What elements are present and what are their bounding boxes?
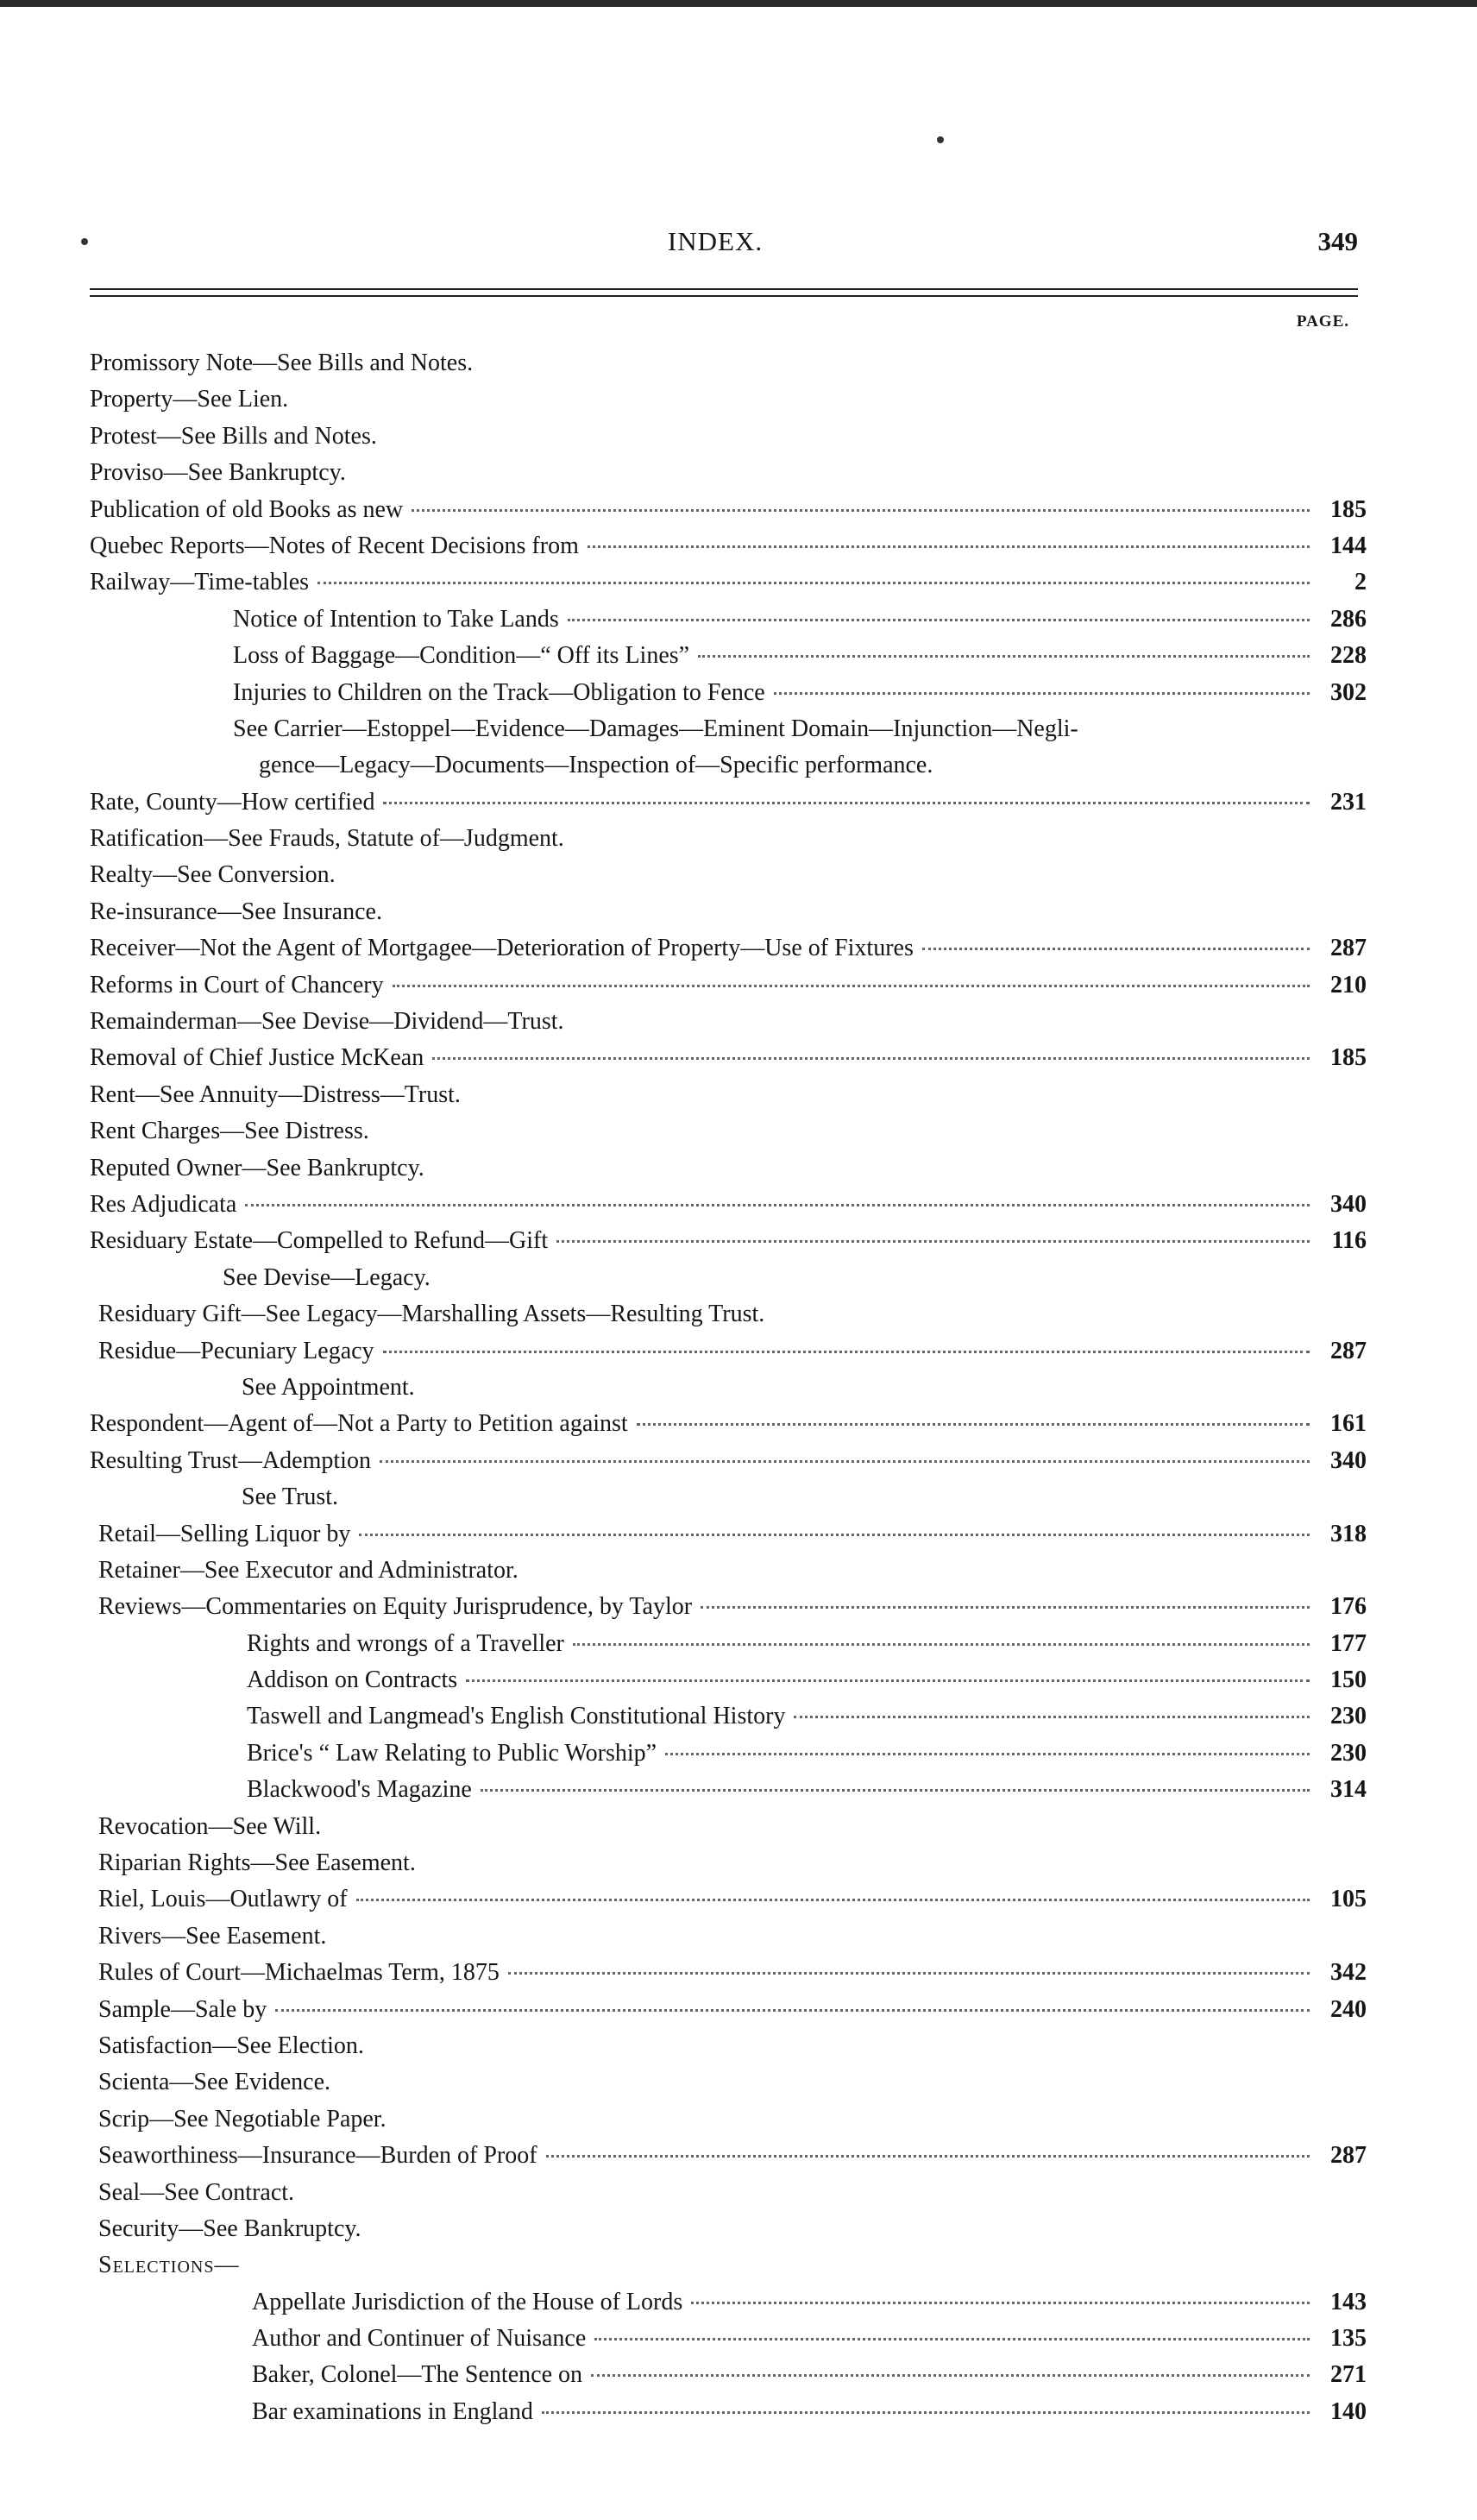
entry-text: Rent Charges—See Distress. [90, 1113, 374, 1150]
index-entry [90, 1223, 1367, 1259]
index-subentry [90, 2321, 1367, 2357]
leader-dots [588, 545, 1310, 548]
index-entry [90, 1040, 1367, 1076]
index-entry [90, 1113, 1367, 1150]
entry-text: Selections— [98, 2247, 244, 2284]
entry-page: 116 [1331, 1227, 1367, 1255]
index-entry [90, 1845, 1367, 1881]
entry-text: Rent—See Annuity—Distress—Trust. [90, 1077, 466, 1113]
index-entry [90, 894, 1367, 930]
leader-dots [356, 1898, 1310, 1901]
entry-text: Residuary Gift—See Legacy—Marshalling Assets—Resulting Trust. [98, 1296, 770, 1332]
entry-text: Residue—Pecuniary Legacy [98, 1333, 380, 1370]
leader-dots [432, 1056, 1310, 1060]
index-entry [90, 2028, 1367, 2064]
entry-page: 286 [1330, 605, 1367, 633]
entry-text: Riparian Rights—See Easement. [98, 1845, 421, 1881]
leader-dots [466, 1679, 1310, 1682]
entry-text: Loss of Baggage—Condition—“ Off its Lines” [233, 638, 695, 674]
leader-dots [317, 581, 1310, 584]
entry-text: Retainer—See Executor and Administrator. [98, 1553, 524, 1589]
index-entry [90, 1516, 1367, 1553]
entry-text: Author and Continuer of Nuisance [252, 2321, 591, 2357]
index-subentry [90, 2357, 1367, 2393]
entry-text: Realty—See Conversion. [90, 857, 341, 893]
entry-page: 314 [1330, 1776, 1367, 1804]
leader-dots [794, 1715, 1310, 1718]
entry-page: 318 [1330, 1520, 1367, 1547]
page-column-label: PAGE. [1296, 312, 1349, 331]
entry-text: Baker, Colonel—The Sentence on [252, 2357, 588, 2393]
entry-text: Remainderman—See Devise—Dividend—Trust. [90, 1004, 569, 1040]
entry-page: 161 [1330, 1410, 1367, 1438]
leader-dots [412, 508, 1310, 512]
leader-dots [359, 1533, 1310, 1536]
entry-text: Re-insurance—See Insurance. [90, 894, 387, 930]
index-entry [90, 419, 1367, 455]
entry-page: 185 [1330, 495, 1367, 523]
entry-text: Proviso—See Bankruptcy. [90, 455, 351, 491]
entry-page: 144 [1330, 532, 1367, 559]
entry-page: 143 [1330, 2288, 1367, 2315]
entry-page: 140 [1330, 2397, 1367, 2425]
leader-dots [383, 1350, 1310, 1353]
entry-text: Rules of Court—Michaelmas Term, 1875 [98, 1955, 505, 1991]
leader-dots [691, 2301, 1310, 2304]
entry-text: See Appointment. [242, 1370, 420, 1406]
index-entry [90, 2138, 1367, 2174]
entry-text: Rate, County—How certified [90, 784, 380, 821]
entry-page: 240 [1330, 1995, 1367, 2023]
entry-text: Seaworthiness—Insurance—Burden of Proof [98, 2138, 543, 2174]
index-entry [90, 1443, 1367, 1479]
index-entry [90, 967, 1367, 1004]
entry-page: 231 [1330, 788, 1367, 816]
entry-page: 340 [1330, 1446, 1367, 1474]
entry-text: See Devise—Legacy. [223, 1260, 436, 1296]
leader-dots [245, 1203, 1310, 1206]
entry-page: 228 [1330, 642, 1367, 670]
entry-text: Injuries to Children on the Track—Obligation to Fence [233, 675, 770, 711]
entry-text: Brice's “ Law Relating to Public Worship” [247, 1736, 662, 1772]
index-entry [90, 2247, 1367, 2284]
header-rule [90, 288, 1358, 290]
entry-text: Addison on Contracts [247, 1662, 462, 1698]
leader-dots [665, 1752, 1310, 1755]
entry-text: Notice of Intention to Take Lands [233, 602, 564, 638]
entry-text: Retail—Selling Liquor by [98, 1516, 355, 1553]
index-subentry [90, 1772, 1367, 1808]
entry-text: Reputed Owner—See Bankruptcy. [90, 1150, 430, 1187]
entry-text: Satisfaction—See Election. [98, 2028, 369, 2064]
entry-text: Bar examinations in England [252, 2394, 538, 2430]
leader-dots [774, 691, 1310, 695]
entry-text: Scienta—See Evidence. [98, 2064, 336, 2101]
index-entry [90, 784, 1367, 821]
leader-dots [573, 1642, 1310, 1646]
index-entry [90, 1077, 1367, 1113]
entry-page: 2 [1354, 569, 1367, 596]
leader-dots [568, 618, 1310, 621]
entry-page: 287 [1330, 935, 1367, 962]
index-entry [90, 1955, 1367, 1991]
index-subentry [90, 2394, 1367, 2430]
entry-page: 271 [1330, 2361, 1367, 2389]
entry-text: Taswell and Langmead's English Constitutional History [247, 1698, 790, 1735]
index-subentry [90, 747, 1367, 784]
entry-text: Rights and wrongs of a Traveller [247, 1626, 569, 1662]
entry-text: Residuary Estate—Compelled to Refund—Gift [90, 1223, 553, 1259]
leader-dots [556, 1239, 1310, 1243]
index-entry [90, 455, 1367, 491]
entry-page: 177 [1330, 1629, 1367, 1657]
entry-text: Rivers—See Easement. [98, 1918, 331, 1955]
leader-dots [542, 2410, 1310, 2414]
entry-text: Receiver—Not the Agent of Mortgagee—Deterioration of Property—Use of Fixtures [90, 930, 919, 967]
index-subentry [90, 638, 1367, 674]
leader-dots [481, 1788, 1310, 1792]
entry-text: Riel, Louis—Outlawry of [98, 1881, 353, 1918]
entry-text: See Carrier—Estoppel—Evidence—Damages—Eminent Domain—Injunction—Negli- [233, 711, 1084, 747]
index-entry [90, 2211, 1367, 2247]
entry-text: Respondent—Agent of—Not a Party to Petition against [90, 1406, 633, 1442]
entry-text: Scrip—See Negotiable Paper. [98, 2101, 392, 2138]
print-speck [937, 136, 944, 143]
index-subentry [90, 1698, 1367, 1735]
header-rule [90, 295, 1358, 297]
index-entry [90, 1004, 1367, 1040]
entry-text: Sample—Sale by [98, 1992, 272, 2028]
index-subentry [90, 711, 1367, 747]
leader-dots [275, 2008, 1310, 2012]
index-entry [90, 821, 1367, 857]
index-entry [90, 1918, 1367, 1955]
entry-page: 210 [1330, 971, 1367, 999]
leader-dots [380, 1459, 1310, 1463]
entry-text: Railway—Time-tables [90, 564, 314, 601]
leader-dots [591, 2373, 1310, 2377]
index-entry [90, 492, 1367, 528]
index-entry [90, 564, 1367, 601]
leader-dots [922, 947, 1310, 950]
index-entry [90, 1809, 1367, 1845]
index-subentry [90, 1662, 1367, 1698]
index-subentry [90, 1626, 1367, 1662]
index-entry [90, 1881, 1367, 1918]
leader-dots [701, 1605, 1310, 1609]
entry-text: Promissory Note—See Bills and Notes. [90, 345, 478, 381]
index-subentry [90, 602, 1367, 638]
index-entry [90, 381, 1367, 418]
page-number: 349 [1317, 226, 1358, 256]
entry-text: Reforms in Court of Chancery [90, 967, 389, 1004]
index-entry [90, 1553, 1367, 1589]
index-entry [90, 857, 1367, 893]
index-entries [90, 345, 1367, 2430]
index-subentry [90, 1370, 1367, 1406]
index-entry [90, 1333, 1367, 1370]
entry-text: gence—Legacy—Documents—Inspection of—Specific performance. [259, 747, 938, 784]
index-subentry [90, 675, 1367, 711]
entry-page: 340 [1330, 1190, 1367, 1218]
entry-text: Reviews—Commentaries on Equity Jurisprudence, by Taylor [98, 1589, 697, 1625]
index-entry [90, 1150, 1367, 1187]
index-entry [90, 2101, 1367, 2138]
leader-dots [546, 2154, 1310, 2158]
entry-page: 287 [1330, 1337, 1367, 1364]
entry-page: 230 [1330, 1703, 1367, 1730]
entry-page: 176 [1330, 1593, 1367, 1621]
leader-dots [698, 654, 1310, 658]
entry-text: Res Adjudicata [90, 1187, 242, 1223]
entry-text: Quebec Reports—Notes of Recent Decisions from [90, 528, 584, 564]
top-border-rule [0, 0, 1477, 7]
index-entry [90, 1992, 1367, 2028]
index-entry [90, 1406, 1367, 1442]
leader-dots [393, 984, 1310, 987]
index-subentry [90, 2284, 1367, 2321]
index-entry [90, 930, 1367, 967]
entry-page: 150 [1330, 1666, 1367, 1694]
index-entry [90, 1296, 1367, 1332]
index-subentry [90, 1260, 1367, 1296]
page-title: INDEX. [667, 226, 764, 256]
entry-text: Blackwood's Magazine [247, 1772, 477, 1808]
entry-text: Resulting Trust—Ademption [90, 1443, 376, 1479]
entry-page: 302 [1330, 678, 1367, 706]
leader-dots [594, 2337, 1310, 2340]
index-entry [90, 345, 1367, 381]
entry-page: 185 [1330, 1044, 1367, 1072]
entry-text: Revocation—See Will. [98, 1809, 326, 1845]
entry-text: Ratification—See Frauds, Statute of—Judgment. [90, 821, 569, 857]
entry-text: Appellate Jurisdiction of the House of Lords [252, 2284, 688, 2321]
leader-dots [383, 801, 1310, 804]
index-entry [90, 1187, 1367, 1223]
entry-text: See Trust. [242, 1479, 343, 1515]
leader-dots [637, 1422, 1310, 1426]
entry-text: Seal—See Contract. [98, 2175, 299, 2211]
index-entry [90, 528, 1367, 564]
entry-text: Security—See Bankruptcy. [98, 2211, 367, 2247]
page-header [72, 226, 1358, 264]
index-entry [90, 2064, 1367, 2101]
entry-text: Removal of Chief Justice McKean [90, 1040, 429, 1076]
index-entry [90, 1589, 1367, 1625]
index-entry [90, 2175, 1367, 2211]
entry-text: Property—See Lien. [90, 381, 293, 418]
leader-dots [508, 1971, 1310, 1975]
entry-text: Protest—See Bills and Notes. [90, 419, 382, 455]
index-subentry [90, 1736, 1367, 1772]
entry-page: 230 [1330, 1739, 1367, 1767]
entry-page: 105 [1330, 1886, 1367, 1913]
entry-page: 287 [1330, 2142, 1367, 2170]
entry-page: 342 [1330, 1959, 1367, 1987]
entry-page: 135 [1330, 2325, 1367, 2353]
index-subentry [90, 1479, 1367, 1515]
entry-text: Publication of old Books as new [90, 492, 408, 528]
